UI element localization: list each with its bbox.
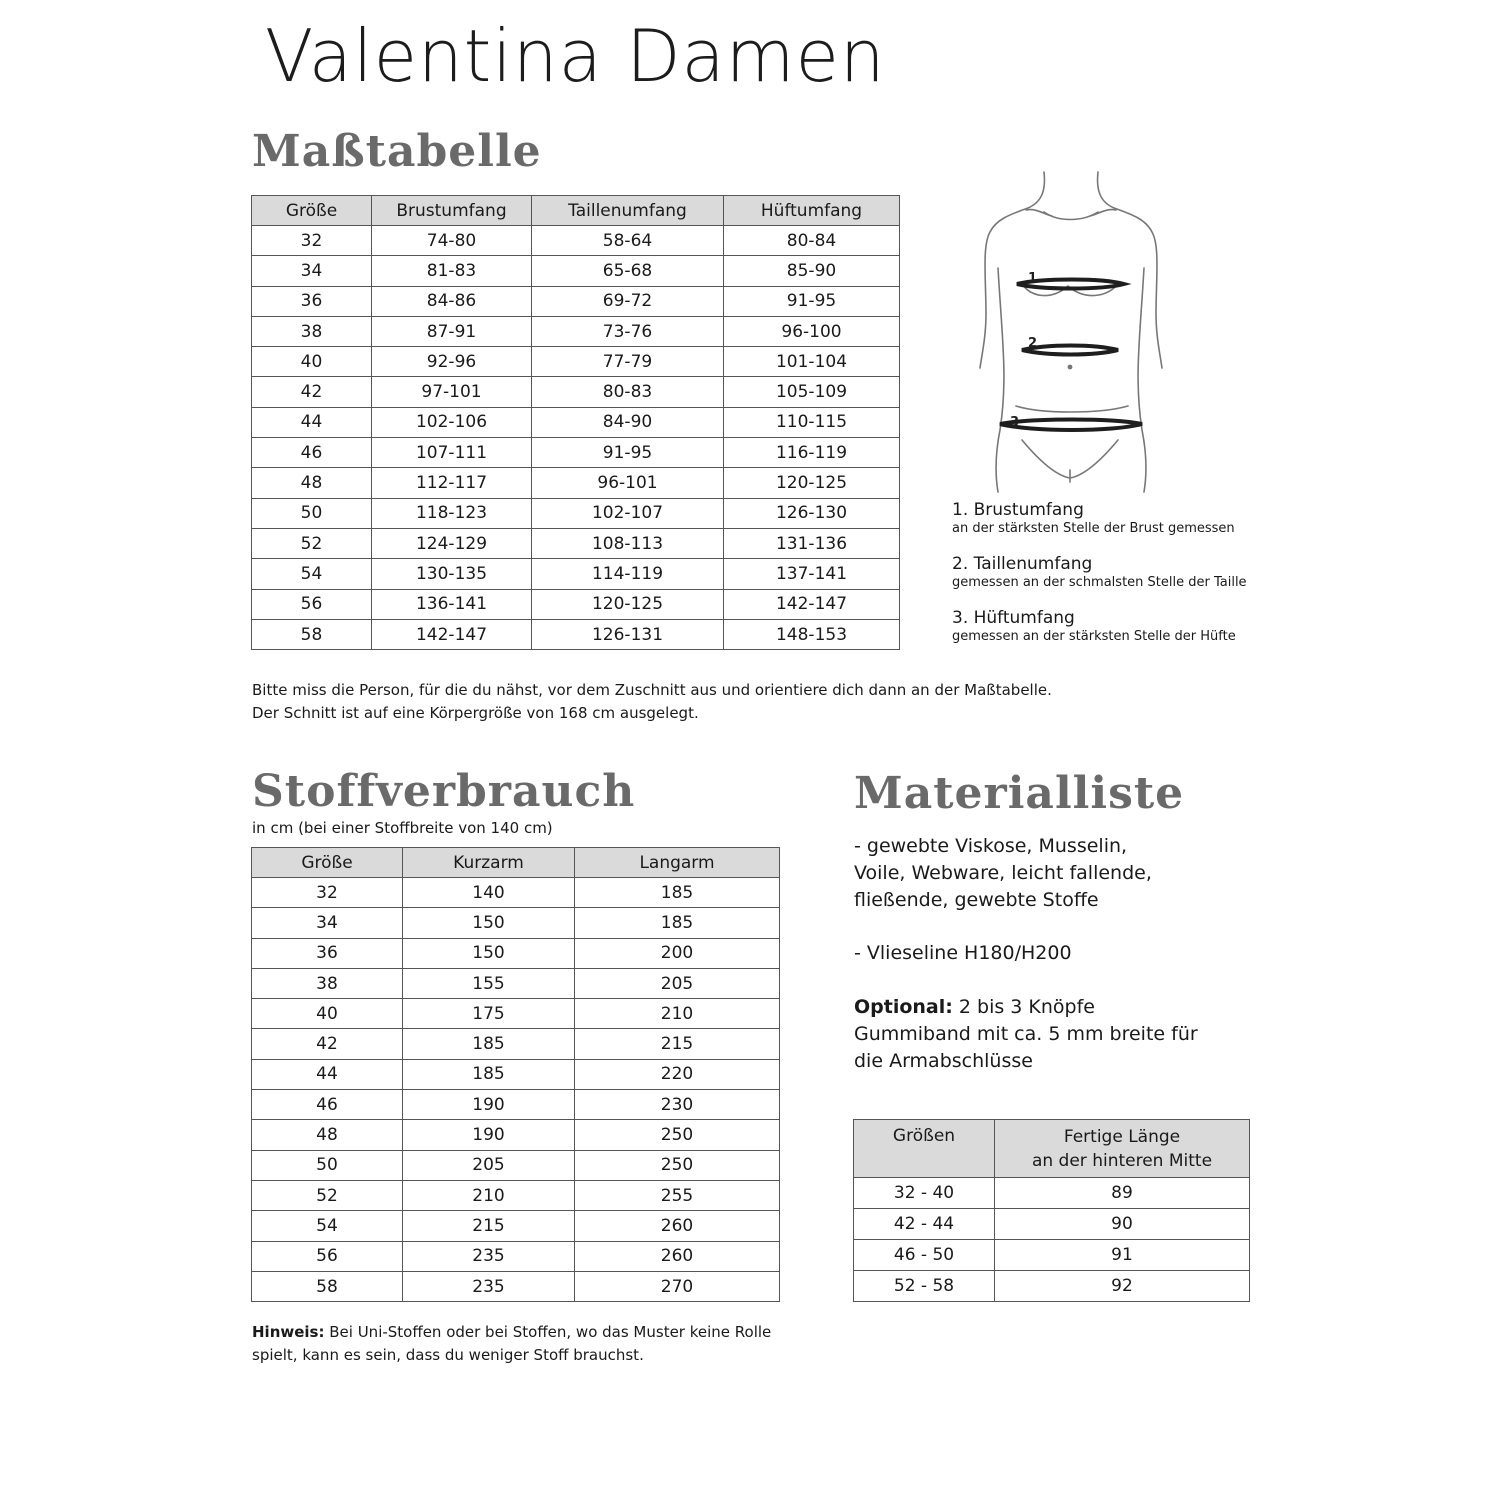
table-row	[252, 1241, 780, 1271]
masstabelle-heading: Maßtabelle	[252, 126, 542, 177]
table-cell: 90	[995, 1209, 1250, 1240]
table-row	[252, 498, 900, 528]
legend-title: 2. Taillenumfang	[952, 554, 1093, 574]
table-cell: 235	[403, 1271, 575, 1301]
material-line: fließende, gewebte Stoffe	[854, 889, 1099, 911]
table-cell: 91-95	[724, 286, 900, 316]
table-cell: 58	[252, 619, 372, 649]
table-cell: 235	[403, 1241, 575, 1271]
table-cell: 142-147	[372, 619, 532, 649]
column-header	[995, 1120, 1250, 1178]
legend-title: 3. Hüftumfang	[952, 608, 1075, 628]
table-row	[252, 1150, 780, 1180]
table-cell: 42	[252, 377, 372, 407]
table-cell: 77-79	[532, 347, 724, 377]
table-cell: 150	[403, 938, 575, 968]
stoffverbrauch-heading: Stoffverbrauch	[252, 766, 636, 817]
table-row	[252, 316, 900, 346]
header-line: Fertige Länge	[1063, 1126, 1181, 1147]
table-cell: 89	[995, 1178, 1250, 1209]
table-cell: 74-80	[372, 226, 532, 256]
table-cell: 200	[575, 938, 780, 968]
table-cell: 270	[575, 1271, 780, 1301]
table-cell: 140	[403, 878, 575, 908]
table-cell: 260	[575, 1241, 780, 1271]
table-row	[854, 1209, 1250, 1240]
table-row	[252, 468, 900, 498]
table-cell: 120-125	[724, 468, 900, 498]
table-cell: 48	[252, 1120, 403, 1150]
table-cell: 142-147	[724, 589, 900, 619]
hint-label: Hinweis:	[252, 1323, 325, 1341]
table-cell: 220	[575, 1059, 780, 1089]
table-cell: 50	[252, 1150, 403, 1180]
table-row	[252, 1271, 780, 1301]
legend-subtitle: gemessen an der stärksten Stelle der Hüfte	[952, 629, 1236, 644]
table-cell: 32	[252, 226, 372, 256]
marker-3: 3	[1010, 415, 1020, 430]
table-cell: 190	[403, 1120, 575, 1150]
table-row	[854, 1178, 1250, 1209]
table-cell: 85-90	[724, 256, 900, 286]
table-cell: 58-64	[532, 226, 724, 256]
body-measurement-figure	[972, 168, 1168, 494]
legend-item-hip	[952, 607, 1236, 645]
table-cell: 210	[403, 1180, 575, 1210]
table-cell: 46	[252, 438, 372, 468]
fabric-hint	[252, 1321, 771, 1367]
table-cell: 44	[252, 1059, 403, 1089]
table-cell: 185	[403, 1029, 575, 1059]
measurement-note	[252, 679, 1052, 725]
size-chart-table	[251, 195, 900, 650]
table-cell: 42	[252, 1029, 403, 1059]
table-cell: 58	[252, 1271, 403, 1301]
table-cell: 32	[252, 878, 403, 908]
optional-label: Optional:	[854, 996, 953, 1018]
table-cell: 81-83	[372, 256, 532, 286]
table-cell: 56	[252, 1241, 403, 1271]
table-cell: 136-141	[372, 589, 532, 619]
materialliste-heading: Materialliste	[854, 768, 1185, 819]
navel-dot	[1068, 365, 1073, 370]
material-line: Gummiband mit ca. 5 mm breite für	[854, 1023, 1198, 1045]
table-cell: 40	[252, 347, 372, 377]
table-cell: 96-100	[724, 316, 900, 346]
table-cell: 185	[403, 1059, 575, 1089]
material-optional	[854, 994, 1198, 1075]
hint-text: spielt, kann es sein, dass du weniger Stoff brauchst.	[252, 1346, 644, 1364]
table-cell: 36	[252, 938, 403, 968]
table-cell: 210	[575, 999, 780, 1029]
table-cell: 190	[403, 1090, 575, 1120]
table-cell: 215	[403, 1211, 575, 1241]
table-row	[252, 1090, 780, 1120]
table-cell: 32 - 40	[854, 1178, 995, 1209]
table-cell: 91-95	[532, 438, 724, 468]
table-cell: 46	[252, 1090, 403, 1120]
table-cell: 110-115	[724, 407, 900, 437]
table-cell: 54	[252, 1211, 403, 1241]
material-line: Voile, Webware, leicht fallende,	[854, 862, 1152, 884]
table-cell: 118-123	[372, 498, 532, 528]
table-cell: 155	[403, 968, 575, 998]
finished-length-table	[853, 1119, 1250, 1302]
table-cell: 105-109	[724, 377, 900, 407]
table-cell: 150	[403, 908, 575, 938]
table-cell: 92-96	[372, 347, 532, 377]
table-row	[252, 1180, 780, 1210]
table-row	[252, 347, 900, 377]
table-cell: 69-72	[532, 286, 724, 316]
table-cell: 84-86	[372, 286, 532, 316]
table-cell: 126-131	[532, 619, 724, 649]
table-cell: 87-91	[372, 316, 532, 346]
table-cell: 102-107	[532, 498, 724, 528]
table-cell: 131-136	[724, 528, 900, 558]
table-row	[252, 559, 900, 589]
table-row	[854, 1271, 1250, 1302]
note-line: Bitte miss die Person, für die du nähst, vor dem Zuschnitt aus und orientiere dich dann an der Maßtabelle.	[252, 681, 1052, 699]
material-line: 2 bis 3 Knöpfe	[952, 996, 1095, 1018]
material-item-interfacing: - Vlieseline H180/H200	[854, 942, 1072, 964]
legend-item-waist	[952, 553, 1247, 591]
table-cell: 230	[575, 1090, 780, 1120]
table-cell: 255	[575, 1180, 780, 1210]
table-row	[252, 1029, 780, 1059]
column-header: Brustumfang	[372, 196, 532, 226]
table-row	[252, 878, 780, 908]
table-cell: 101-104	[724, 347, 900, 377]
legend-item-bust	[952, 499, 1235, 537]
column-header: Hüftumfang	[724, 196, 900, 226]
table-row	[252, 968, 780, 998]
material-item-fabric	[854, 833, 1152, 914]
table-cell: 80-83	[532, 377, 724, 407]
table-row	[252, 1059, 780, 1089]
table-cell: 102-106	[372, 407, 532, 437]
table-cell: 205	[575, 968, 780, 998]
hip-measure-line	[1000, 420, 1142, 431]
table-cell: 97-101	[372, 377, 532, 407]
table-row	[252, 226, 900, 256]
table-row	[252, 1211, 780, 1241]
table-cell: 148-153	[724, 619, 900, 649]
table-row	[252, 619, 900, 649]
table-cell: 91	[995, 1240, 1250, 1271]
table-cell: 124-129	[372, 528, 532, 558]
table-row	[252, 1120, 780, 1150]
table-row	[252, 528, 900, 558]
table-cell: 52	[252, 528, 372, 558]
table-cell: 38	[252, 968, 403, 998]
table-cell: 36	[252, 286, 372, 316]
table-cell: 48	[252, 468, 372, 498]
column-header: Größen	[854, 1120, 995, 1178]
legend-subtitle: an der stärksten Stelle der Brust gemessen	[952, 521, 1235, 536]
document-title: Valentina Damen	[265, 14, 886, 98]
table-row	[252, 999, 780, 1029]
table-cell: 114-119	[532, 559, 724, 589]
hint-text: Bei Uni-Stoffen oder bei Stoffen, wo das Muster keine Rolle	[324, 1323, 772, 1341]
table-cell: 84-90	[532, 407, 724, 437]
table-row	[252, 438, 900, 468]
table-cell: 56	[252, 589, 372, 619]
material-line: die Armabschlüsse	[854, 1050, 1033, 1072]
table-cell: 112-117	[372, 468, 532, 498]
table-cell: 65-68	[532, 256, 724, 286]
marker-2: 2	[1028, 336, 1038, 351]
table-cell: 96-101	[532, 468, 724, 498]
table-cell: 92	[995, 1271, 1250, 1302]
table-cell: 50	[252, 498, 372, 528]
stoffverbrauch-subtitle: in cm (bei einer Stoffbreite von 140 cm)	[252, 819, 553, 837]
table-row	[252, 256, 900, 286]
table-cell: 260	[575, 1211, 780, 1241]
table-cell: 130-135	[372, 559, 532, 589]
table-cell: 52	[252, 1180, 403, 1210]
column-header: Kurzarm	[403, 848, 575, 878]
table-row	[252, 908, 780, 938]
table-cell: 137-141	[724, 559, 900, 589]
table-cell: 42 - 44	[854, 1209, 995, 1240]
table-cell: 185	[575, 908, 780, 938]
table-cell: 38	[252, 316, 372, 346]
table-cell: 52 - 58	[854, 1271, 995, 1302]
table-row	[252, 407, 900, 437]
note-line: Der Schnitt ist auf eine Körpergröße von 168 cm ausgelegt.	[252, 704, 699, 722]
table-row	[252, 286, 900, 316]
table-cell: 175	[403, 999, 575, 1029]
column-header: Größe	[252, 196, 372, 226]
table-cell: 80-84	[724, 226, 900, 256]
fabric-consumption-table	[251, 847, 780, 1302]
table-cell: 107-111	[372, 438, 532, 468]
table-cell: 120-125	[532, 589, 724, 619]
legend-title: 1. Brustumfang	[952, 500, 1084, 520]
table-cell: 46 - 50	[854, 1240, 995, 1271]
header-line: an der hinteren Mitte	[1031, 1150, 1213, 1171]
legend-subtitle: gemessen an der schmalsten Stelle der Taille	[952, 575, 1247, 590]
table-cell: 250	[575, 1120, 780, 1150]
table-cell: 44	[252, 407, 372, 437]
table-cell: 250	[575, 1150, 780, 1180]
table-cell: 185	[575, 878, 780, 908]
table-cell: 34	[252, 256, 372, 286]
table-cell: 205	[403, 1150, 575, 1180]
column-header: Langarm	[575, 848, 780, 878]
table-cell: 108-113	[532, 528, 724, 558]
table-cell: 34	[252, 908, 403, 938]
table-row	[854, 1240, 1250, 1271]
table-cell: 40	[252, 999, 403, 1029]
table-cell: 215	[575, 1029, 780, 1059]
material-line: - gewebte Viskose, Musselin,	[854, 835, 1128, 857]
table-cell: 126-130	[724, 498, 900, 528]
table-row	[252, 377, 900, 407]
table-row	[252, 938, 780, 968]
table-row	[252, 589, 900, 619]
column-header: Taillenumfang	[532, 196, 724, 226]
table-cell: 116-119	[724, 438, 900, 468]
table-cell: 54	[252, 559, 372, 589]
marker-1: 1	[1028, 271, 1038, 286]
table-cell: 73-76	[532, 316, 724, 346]
column-header: Größe	[252, 848, 403, 878]
